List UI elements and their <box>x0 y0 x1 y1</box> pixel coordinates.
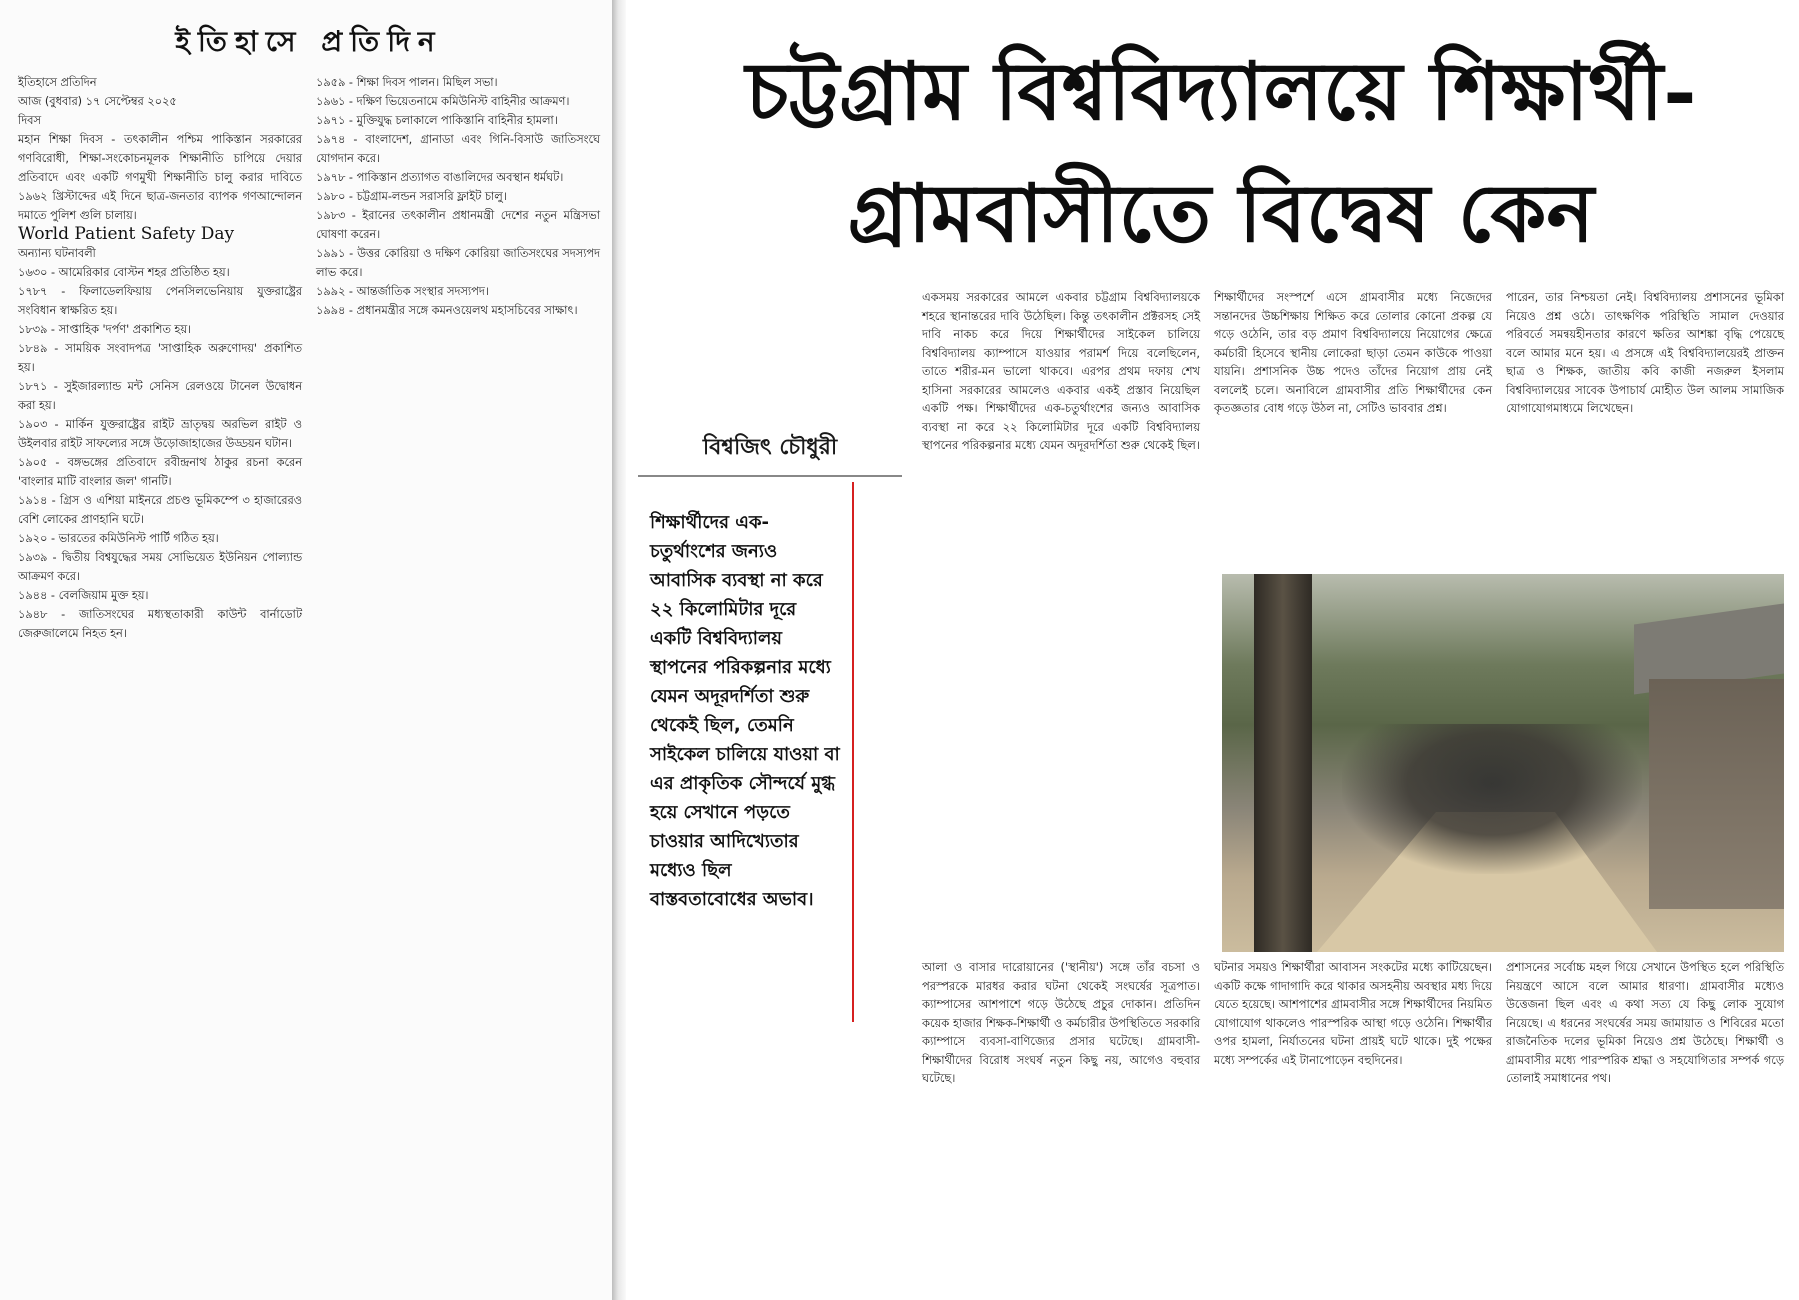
event-item: ১৯৭১ - মুক্তিযুদ্ধ চলাকালে পাকিস্তানি বাহিনীর হামলা। <box>316 114 558 127</box>
event-item: ১৯৯৪ - প্রধানমন্ত্রীর সঙ্গে কমনওয়েলথ মহাসচিবের সাক্ষাৎ। <box>316 304 578 317</box>
article-paragraph: পারেন, তার নিশ্চয়তা নেই। বিশ্ববিদ্যালয় প্রশাসনের ভূমিকা নিয়েও প্রশ্ন ওঠে। তাৎক্ষণিক পরিস্থিতি সামাল দেওয়ার পরিবর্তে সমন্বয়হীনতার কারণে ক্ষতির আশঙ্কা বৃদ্ধি পেয়েছে বলে আমার মনে হয়। এ প্রসঙ্গে এই বিশ্ববিদ্যালয়েরই প্রাক্তন ছাত্র ও শিক্ষক, জাতীয় কবি কাজী নজরুল ইসলাম বিশ্ববিদ্যালয়ের সাবেক উপাচার্য মোহীত উল আলম সামাজিক যোগাযোগমাধ্যমে লিখেছেন। <box>1506 290 1784 415</box>
article-column-2 <box>1214 288 1492 576</box>
photo-running-crowd <box>1342 724 1642 874</box>
event-item: ১৯৪৮ - জাতিসংঘের মধ্যস্থতাকারী কাউন্ট বার্নাডোট জেরুজালেমে নিহত হন। <box>18 608 302 640</box>
article-paragraph: ঘটনার সময়ও শিক্ষার্থীরা আবাসন সংকটের মধ্যে কাটিয়েছেন। একটি কক্ষে গাদাগাদি করে থাকার অসহনীয় অবস্থার মধ্য দিয়ে যেতে হয়েছে। আশপাশের গ্রামবাসীর সঙ্গে শিক্ষার্থীদের নিয়মিত যোগাযোগ থাকলেও পারস্পরিক আস্থা গড়ে ওঠেনি। শিক্ষার্থীর ওপর হামলা, নির্যাতনের ঘটনা প্রায়ই ঘটে থাকে। দুই পক্ষের মধ্যে সম্পর্কের এই টানাপোড়েন বহুদিনের। <box>1214 960 1492 1067</box>
event-item: ১৯৯২ - আন্তর্জাতিক সংস্থার সদস্যপদ। <box>316 285 489 298</box>
event-item: ১৯৮০ - চট্টগ্রাম-লন্ডন সরাসরি ফ্লাইট চালু। <box>316 190 507 203</box>
article-paragraph: প্রশাসনের সর্বোচ্চ মহল গিয়ে সেখানে উপস্থিত হলে পরিস্থিতি নিয়ন্ত্রণে আসে বলে আমার ধারণা। গ্রামবাসীর মধ্যেও উত্তেজনা ছিল এবং এ কথা সত্য যে কিছু লোক সুযোগ নিয়েছে। এ ধরনের সংঘর্ষের সময় জামায়াত ও শিবিরের মতো রাজনৈতিক দলের ভূমিকা নিয়েও প্রশ্ন উঠেছে। শিক্ষার্থী ও গ্রামবাসীর মধ্যে পারস্পরিক শ্রদ্ধা ও সহযোগিতার সম্পর্ক গড়ে তোলাই সমাধানের পথ। <box>1506 960 1784 1085</box>
source-line: ইতিহাসে প্রতিদিন <box>18 76 97 89</box>
section-divas-label: দিবস <box>18 114 41 127</box>
left-columns <box>18 73 600 643</box>
left-column-2 <box>316 73 600 643</box>
world-patient-safety-day: World Patient Safety Day <box>18 224 235 244</box>
pull-quote: শিক্ষার্থীদের এক-চতুর্থাংশের জন্যও আবাসিক ব্যবস্থা না করে ২২ কিলোমিটার দূরে একটি বিশ্ববিদ্যালয় স্থাপনের পরিকল্পনার মধ্যে যেমন অদূরদর্শিতা শুরু থেকেই ছিল, তেমনি সাইকেল চালিয়ে যাওয়া বা এর প্রাকৃতিক সৌন্দর্যে মুগ্ধ হয়ে সেখানে পড়তে চাওয়ার আদিখ্যেতার মধ্যেও ছিল বাস্তবতাবোধের অভাব। <box>650 512 840 910</box>
red-divider-rule <box>852 482 854 1022</box>
event-item: ১৯২০ - ভারতের কমিউনিস্ট পার্টি গঠিত হয়। <box>18 532 219 545</box>
event-item: ১৭৮৭ - ফিলাডেলফিয়ায় পেনসিলভেনিয়ায় যুক্তরাষ্ট্রের সংবিধান স্বাক্ষরিত হয়। <box>18 285 302 317</box>
event-item: ১৯৭৮ - পাকিস্তান প্রত্যাগত বাঙালিদের অবস্থান ধর্মঘট। <box>316 171 564 184</box>
event-item: ১৯৩৯ - দ্বিতীয় বিশ্বযুদ্ধের সময় সোভিয়েত ইউনিয়ন পোল্যান্ড আক্রমণ করে। <box>18 551 302 583</box>
event-item: ১৮৩৯ - সাপ্তাহিক 'দর্পণ' প্রকাশিত হয়। <box>18 323 192 336</box>
event-item: ১৮৭১ - সুইজারল্যান্ড মন্ট সেনিস রেলওয়ে টানেল উদ্বোধন করা হয়। <box>18 380 302 412</box>
event-item: ১৯৫৯ - শিক্ষা দিবস পালন। মিছিল সভা। <box>316 76 498 89</box>
article-column-1 <box>922 288 1200 576</box>
event-item: ১৯৮৩ - ইরানের তৎকালীন প্রধানমন্ত্রী দেশের নতুন মন্ত্রিসভা ঘোষণা করেন। <box>316 209 600 241</box>
left-column-1 <box>18 73 302 643</box>
photo-shed <box>1649 679 1784 909</box>
date-line: আজ (বুধবার) ১৭ সেপ্টেম্বর ২০২৫ <box>18 95 177 108</box>
event-item: ১৯৪৪ - বেলজিয়াম মুক্ত হয়। <box>18 589 149 602</box>
event-item: ১৬৩০ - আমেরিকার বোস্টন শহর প্রতিষ্ঠিত হয়। <box>18 266 230 279</box>
event-item: ১৮৪৯ - সাময়িক সংবাদপত্র 'সাপ্তাহিক অরুণোদয়' প্রকাশিত হয়। <box>18 342 302 374</box>
event-item: ১৯০৩ - মার্কিন যুক্তরাষ্ট্রের রাইট ভ্রাতৃদ্বয় অরভিল রাইট ও উইলবার রাইট সাফল্যের সঙ্গে উড়োজাহাজের উড্ডয়ন ঘটান। <box>18 418 302 450</box>
column-title: ইতিহাসে প্রতিদিন <box>175 25 443 58</box>
article-paragraph: আলা ও বাসার দারোয়ানের ('স্থানীয়') সঙ্গে তাঁর বচসা ও পরস্পরকে মারধর করার ঘটনা থেকেই সংঘর্ষের সূত্রপাত। ক্যাম্পাসের আশপাশে গড়ে উঠেছে প্রচুর দোকান। প্রতিদিন কয়েক হাজার শিক্ষক-শিক্ষার্থী ও কর্মচারীর উপস্থিতিতে সরকারি ক্যাম্পাসে ব্যবসা-বাণিজ্যের প্রসার ঘটেছে। গ্রামবাসী-শিক্ষার্থীদের বিরোধ সংঘর্ষ নতুন কিছু নয়, আগেও বহুবার ঘটেছে। <box>922 960 1200 1085</box>
page-gutter <box>612 0 626 1300</box>
event-item: ১৯০৫ - বঙ্গভঙ্গের প্রতিবাদে রবীন্দ্রনাথ ঠাকুর রচনা করেন 'বাংলার মাটি বাংলার জল' গানটি। <box>18 456 302 488</box>
article-lower-column-2 <box>1214 958 1492 1288</box>
article-body-columns <box>922 288 1784 576</box>
news-photo-crowd <box>1222 574 1784 952</box>
divas-text: মহান শিক্ষা দিবস - তৎকালীন পশ্চিম পাকিস্তান সরকারের গণবিরোধী, শিক্ষা-সংকোচনমূলক শিক্ষানীতি চাপিয়ে দেয়ার প্রতিবাদে এবং একটি গণমুখী শিক্ষানীতি চালু করার দাবিতে ১৯৬২ খ্রিস্টাব্দের এই দিনে ছাত্র-জনতার ব্যাপক গণআন্দোলন দমাতে পুলিশ গুলি চালায়। <box>18 133 302 222</box>
article-lower-column-1 <box>922 958 1200 1288</box>
article-lower-columns <box>922 958 1784 1288</box>
article-byline: বিশ্বজিৎ চৌধুরী <box>638 430 902 477</box>
article-paragraph: একসময় সরকারের আমলে একবার চট্টগ্রাম বিশ্ববিদ্যালয়কে শহরে স্থানান্তরের দাবি উঠেছিল। কিন্তু তৎকালীন প্রক্টরসহ সেই দাবি নাকচ করে দিয়ে শিক্ষার্থীদের সাইকেল চালিয়ে বিশ্ববিদ্যালয় ক্যাম্পাসে যাওয়ার পরামর্শ দিয়ে বলেছিলেন, তাতে শরীর-মন ভালো থাকবে। এরপর প্রথম দফায় শেখ হাসিনা সরকারের আমলেও একবার একই প্রস্তাব নিয়েছিল একটি পক্ষ। শিক্ষার্থীদের এক-চতুর্থাংশের জন্যও আবাসিক ব্যবস্থা না করে ২২ কিলোমিটার দূরে একটি বিশ্ববিদ্যালয় স্থাপনের পরিকল্পনার মধ্যে যেমন অদূরদর্শিতা শুরু থেকেই ছিল। <box>922 290 1200 452</box>
event-item: ১৯৬১ - দক্ষিণ ভিয়েতনামে কমিউনিস্ট বাহিনীর আক্রমণ। <box>316 95 570 108</box>
event-item: ১৯৯১ - উত্তর কোরিয়া ও দক্ষিণ কোরিয়া জাতিসংঘের সদস্যপদ লাভ করে। <box>316 247 600 279</box>
photo-tree-trunk <box>1254 574 1312 952</box>
article-headline: চট্টগ্রাম বিশ্ববিদ্যালয়ে শিক্ষার্থী-গ্রামবাসীতে বিদ্বেষ কেন <box>745 44 1697 260</box>
section-events-label: অন্যান্য ঘটনাবলী <box>18 247 96 260</box>
article-lower-column-3 <box>1506 958 1784 1288</box>
article-column-3 <box>1506 288 1784 576</box>
event-item: ১৯১৪ - গ্রিস ও এশিয়া মাইনরে প্রচণ্ড ভূমিকম্পে ৩ হাজারেরও বেশি লোকের প্রাণহানি ঘটে। <box>18 494 302 526</box>
article-paragraph: শিক্ষার্থীদের সংস্পর্শে এসে গ্রামবাসীর মধ্যে নিজেদের সন্তানদের উচ্চশিক্ষায় শিক্ষিত করে তোলার কোনো প্রকল্প যে গড়ে ওঠেনি, তার বড় প্রমাণ বিশ্ববিদ্যালয়ে নিয়োগের ক্ষেত্রে কর্মচারী হিসেবে স্থানীয় লোকেরা ছাড়া তেমন কাউকে পাওয়া যায়নি। প্রশাসনিক উচ্চ পদেও তাঁদের নিয়োগ প্রায় নেই বললেই চলে। অনাবিলে গ্রামবাসীর প্রতি শিক্ষার্থীদের কেন কৃতজ্ঞতার বোধ গড়ে উঠল না, সেটিও ভাববার প্রশ্ন। <box>1214 290 1492 415</box>
event-item: ১৯৭৪ - বাংলাদেশ, গ্রানাডা এবং গিনি-বিসাউ জাতিসংঘে যোগদান করে। <box>316 133 600 165</box>
right-page <box>626 0 1799 1300</box>
left-page <box>0 0 612 1300</box>
